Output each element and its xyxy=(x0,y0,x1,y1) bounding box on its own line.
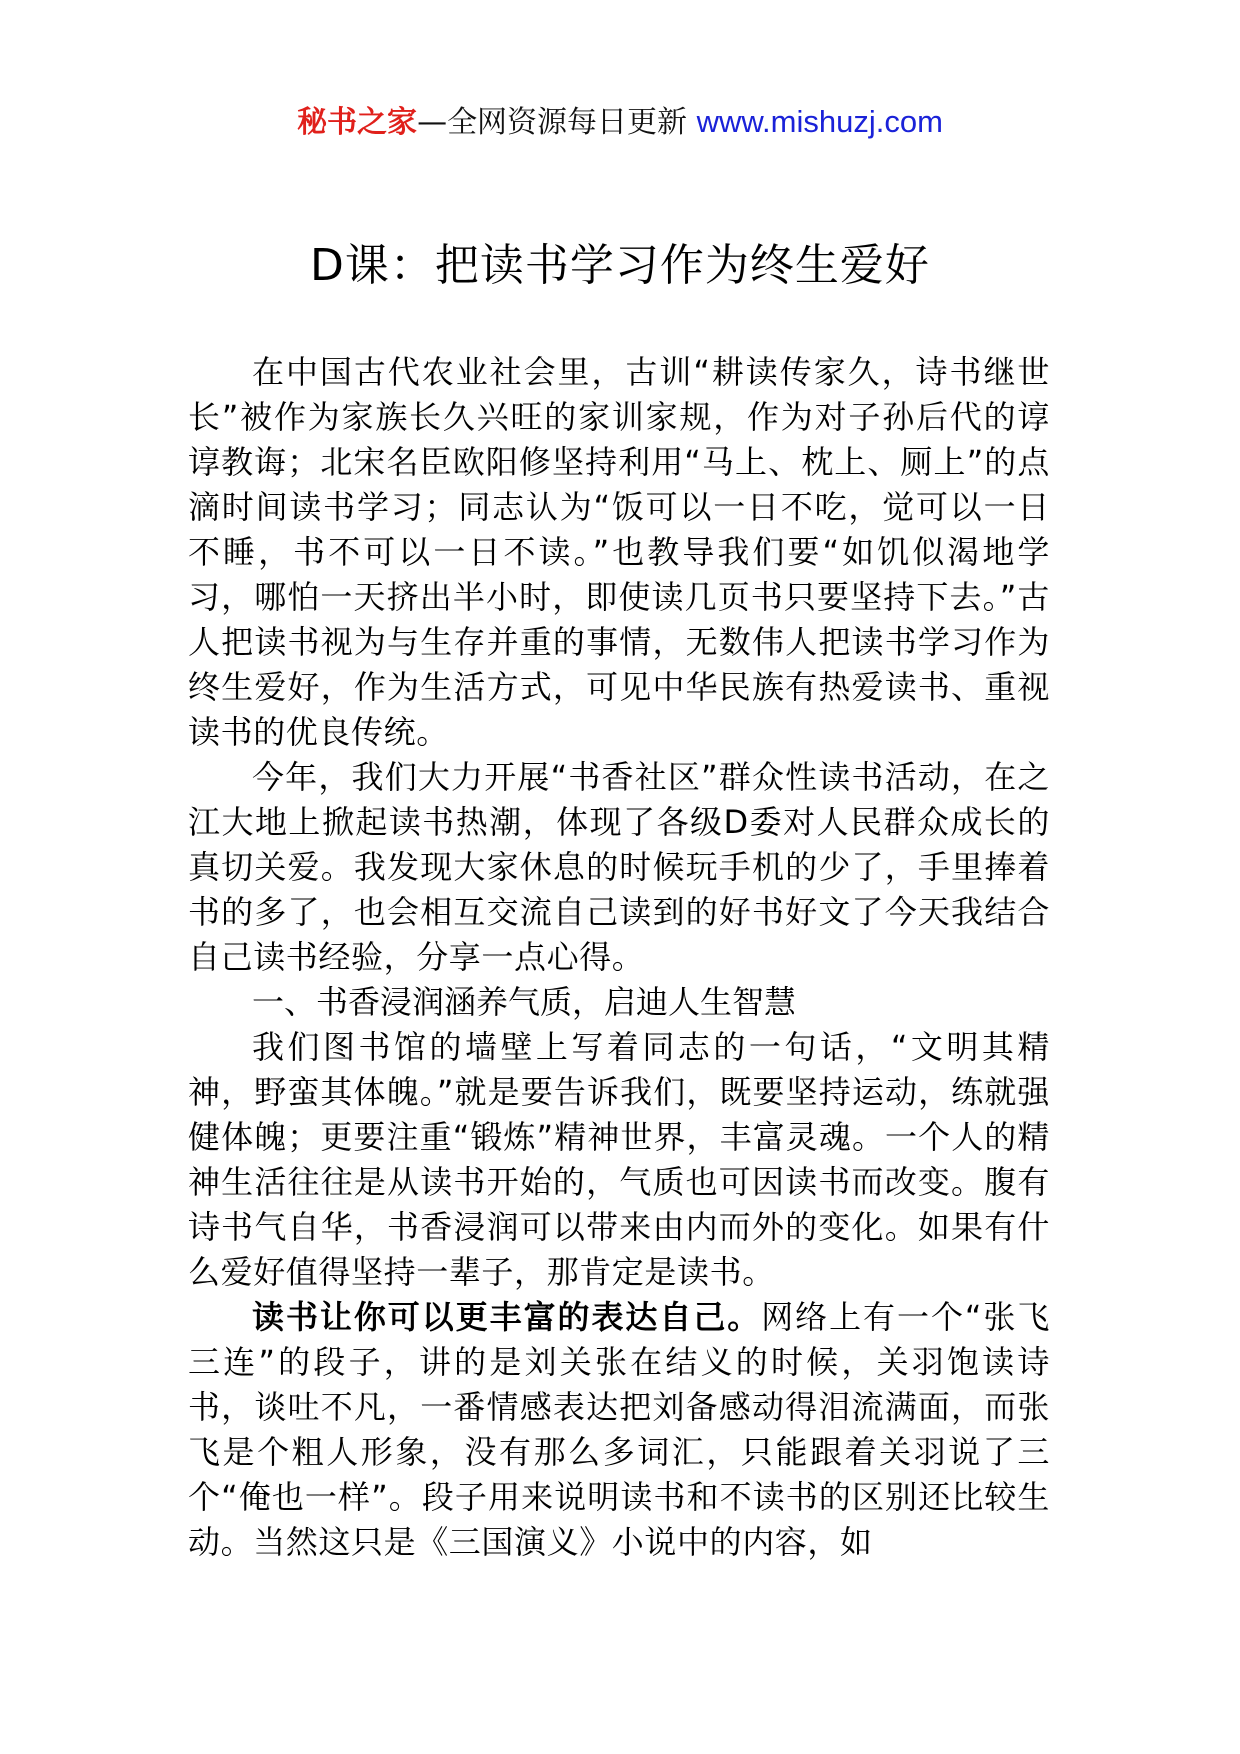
paragraph-4-text: 网络上有一个“张飞三连”的段子，讲的是刘关张在结义的时候，关羽饱读诗书，谈吐不凡，一番情感表达把刘备感动得泪流满面，而张飞是个粗人形象，没有那么多词汇，只能跟着关羽说了三个“俺也一样”。段子用来说明读书和不读书的区别还比较生动。当然这只是《三国演义》小说中的内容，如 xyxy=(188,1298,1050,1561)
section-heading-1: 一、书香浸润涵养气质，启迪人生智慧 xyxy=(252,983,797,1021)
paragraph-1: 在中国古代农业社会里，古训“耕读传家久，诗书继世长”被作为家族长久兴旺的家训家规，作为对子孙后代的谆谆教诲；北宋名臣欧阳修坚持利用“马上、枕上、厕上”的点滴时间读书学习；同志认为“饭可以一日不吃，觉可以一日不睡，书不可以一日不读。”也教导我们要“如饥似渴地学习，哪怕一天挤出半小时，即使读几页书只要坚持下去。”古人把读书视为与生存并重的事情，无数伟人把读书学习作为终生爱好，作为生活方式，可见中华民族有热爱读书、重视读书的优良传统。 xyxy=(188,353,1050,751)
header-banner xyxy=(0,102,1240,143)
paragraph-4 xyxy=(188,1295,1050,1565)
paragraph-4-lead: 读书让你可以更丰富的表达自己。 xyxy=(252,1298,762,1336)
document-title: D课：把读书学习作为终生爱好 xyxy=(310,240,930,291)
paragraph-3: 我们图书馆的墙壁上写着同志的一句话，“文明其精神，野蛮其体魄。”就是要告诉我们，既要坚持运动，练就强健体魄；更要注重“锻炼”精神世界，丰富灵魂。一个人的精神生活往往是从读书开始的，气质也可因读书而改变。腹有诗书气自华，书香浸润可以带来由内而外的变化。如果有什么爱好值得坚持一辈子，那肯定是读书。 xyxy=(188,1028,1050,1291)
header-tagline: —全网资源每日更新 xyxy=(417,105,697,140)
site-url-link[interactable]: www.mishuzj.com xyxy=(696,104,943,139)
paragraph-2: 今年，我们大力开展“书香社区”群众性读书活动，在之江大地上掀起读书热潮，体现了各级D委对人民群众成长的真切关爱。我发现大家休息的时候玩手机的少了，手里捧着书的多了，也会相互交流自己读到的好书好文了今天我结合自己读书经验，分享一点心得。 xyxy=(188,758,1050,976)
brand-name: 秘书之家 xyxy=(297,105,418,140)
document-body xyxy=(188,350,1050,1565)
